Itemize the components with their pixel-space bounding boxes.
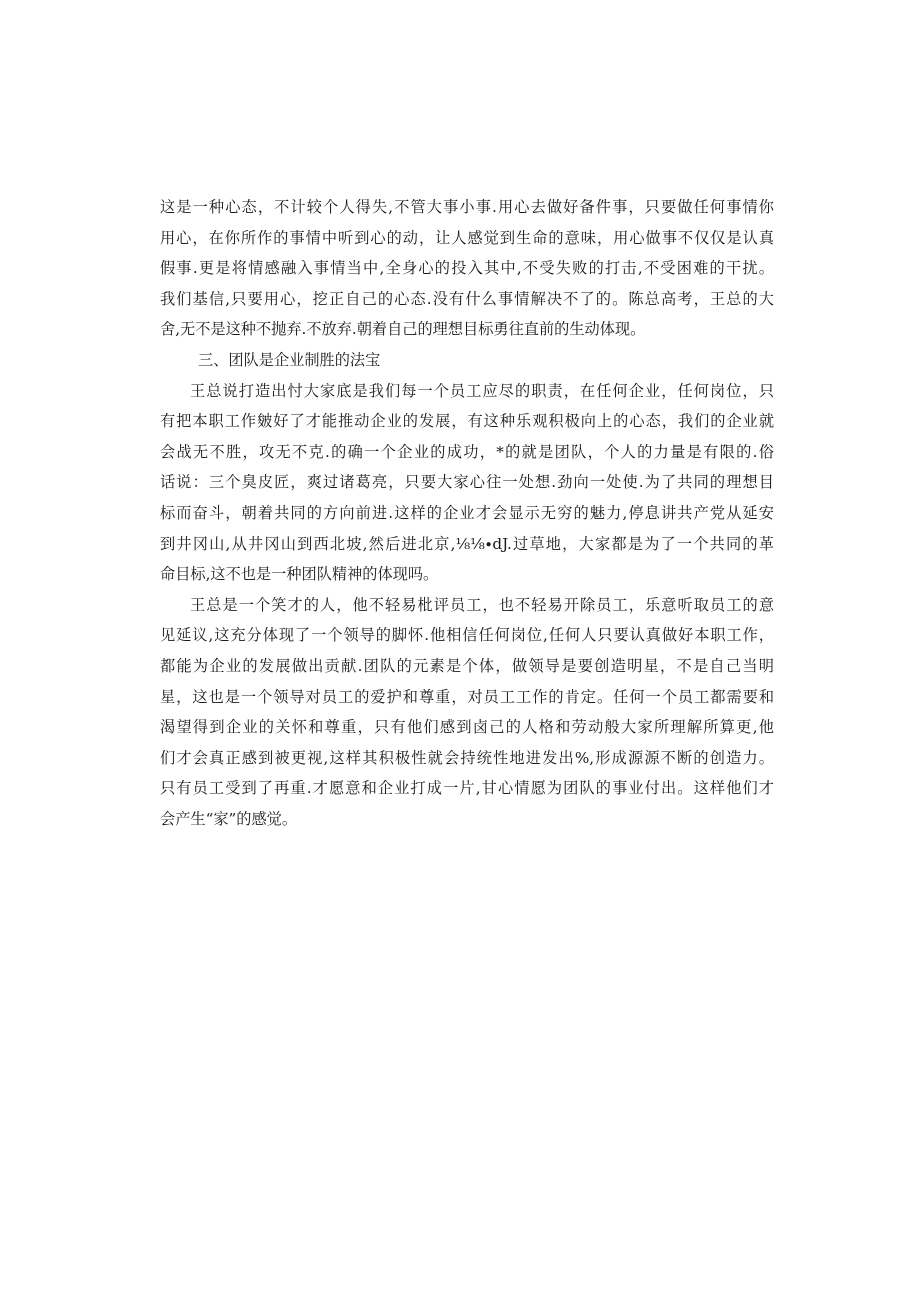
- text-line: 命目标,这不也是一种团队精神的体现吗。: [160, 565, 439, 584]
- text-line: 会产生“家”的感觉。: [160, 809, 298, 828]
- text-line: 假事.更是将情感融入事情当中,全身心的投入其中,不受失败的打击,不受困难的干扰。: [160, 259, 774, 278]
- text-line: 王总是一个笑才的人，他不轻易枇评员工，也不轻易开除员工，乐意听取员工的意: [190, 595, 774, 614]
- text-line: 标而奋斗，朝着共同的方向前进.这样的企业才会显示无穷的魅力,停息讲共产党从延安: [160, 503, 774, 522]
- text-line: 话说：三个臭皮匠，爽过诸葛亮，只要大家心往一处想.劲向一处使.为了共同的理想目: [160, 473, 774, 492]
- text-line: 这是一种心态，不计较个人得失,不管大事小事.用心去做好备件事，只要做任何事情你: [160, 198, 774, 216]
- text-line: 会战无不胜，攻无不克.的确一个企业的成功，*的就是团队，个人的力量是有限的.俗: [160, 442, 774, 461]
- text-line: 舍,无不是这种不抛弃.不放弃.朝着自己的理想目标勇往直前的生动体现。: [160, 320, 646, 339]
- text-line: 到井冈山,从井冈山到西北坡,然后进北京,⅛⅛∙dJ.过草地，大家都是为了一个共同的革: [160, 534, 774, 553]
- text-line: 见延议,这充分体现了一个领导的脚怀.他相信任何岗位,任何人只要认真做好本职工作，: [160, 626, 774, 645]
- text-line: 渴望得到企业的关怀和尊重，只有他们感到卤己的人格和劳动般大家所理解所算更,他: [160, 718, 774, 737]
- text-line: 有把本职工作皴好了才能推动企业的发展，有这种乐观积极向上的心态，我们的企业就: [160, 412, 774, 431]
- heading-text: 三、团队是企业制胜的法宝: [198, 350, 381, 369]
- text-line: 我们基信,只要用心，挖正自己的心态.没有什么事情解决不了的。陈总高考，王总的大: [160, 289, 774, 308]
- text-line: 星，这也是一个领导对员工的爱护和尊重，对员工工作的肯定。任何一个员工都需要和: [160, 687, 774, 706]
- paragraph-mindset: [160, 192, 774, 345]
- text-line: 都能为企业的发展做出贡献.团队的元素是个体，做领导是要创造明星，不是自己当明: [160, 656, 774, 675]
- paragraph-team: [160, 376, 774, 590]
- text-line: 用心，在你所作的事情中听到心的动，让人感觉到生命的意味，用心做事不仅仅是认真: [160, 228, 774, 247]
- text-line: 们才会真正感到被更视,这样其积极性就会持统性地进发出%,形成源源不断的创造力。: [160, 748, 774, 767]
- text-line: 只有员工受到了再重.才愿意和企业打成一片,甘心情愿为团队的事业付出。这样他们才: [160, 779, 774, 798]
- section-heading: [160, 345, 774, 376]
- document-body: [160, 192, 774, 834]
- text-line: 王总说打造出忖大家底是我们每一个员工应尽的职责，在任何企业，任何岗位，只: [190, 381, 774, 400]
- paragraph-leadership: [160, 590, 774, 835]
